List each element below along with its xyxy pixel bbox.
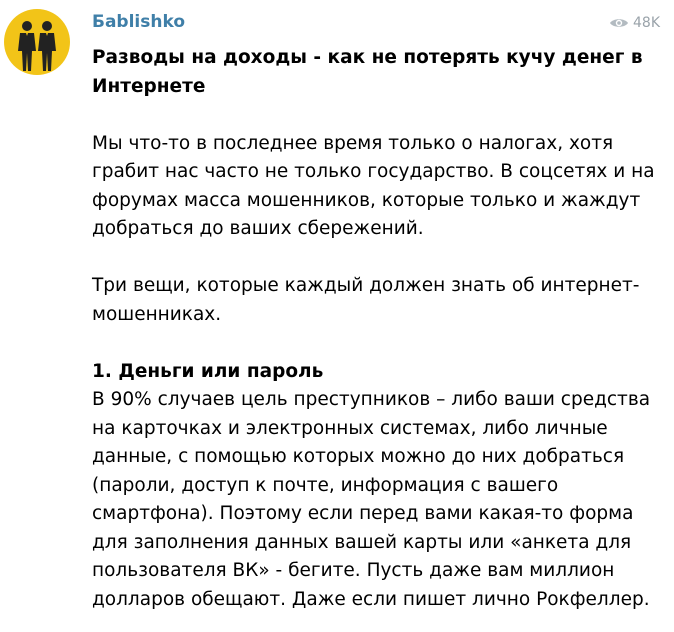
- post-paragraph: Три вещи, которые каждый должен знать об интернет-мошенниках.: [92, 275, 640, 325]
- channel-name[interactable]: Бablishko: [92, 12, 186, 32]
- section-heading: 1. Деньги или пароль: [92, 360, 324, 382]
- eye-icon: [609, 17, 629, 29]
- two-men-icon: [4, 9, 70, 75]
- post-title: Разводы на доходы - как не потерять кучу денег в Интернете: [92, 47, 643, 97]
- post-paragraph: Мы что-то в последнее время только о налогах, хотя грабит нас часто не только государство. В соцсетях и на форумах масса мошенников, которые только и жаждут добраться до ваших сбережений.: [92, 132, 655, 239]
- post-paragraph: В 90% случаев цель преступников – либо ваши средства на карточках и электронных системах, либо личные данные, с помощью которых можно до них добраться (пароли, доступ к почте, информация с вашего смартфона). Поэтому если перед вами какая-то форма для заполнения данных вашей карты или «анкета для пользователя ВК» - бегите. Пусть даже вам миллион долларов обещают. Даже если пишет лично Рокфеллер.: [92, 389, 651, 610]
- view-count: [609, 15, 660, 31]
- channel-avatar[interactable]: [4, 9, 70, 75]
- post-body: [92, 44, 662, 614]
- view-count-value: 48K: [633, 15, 660, 31]
